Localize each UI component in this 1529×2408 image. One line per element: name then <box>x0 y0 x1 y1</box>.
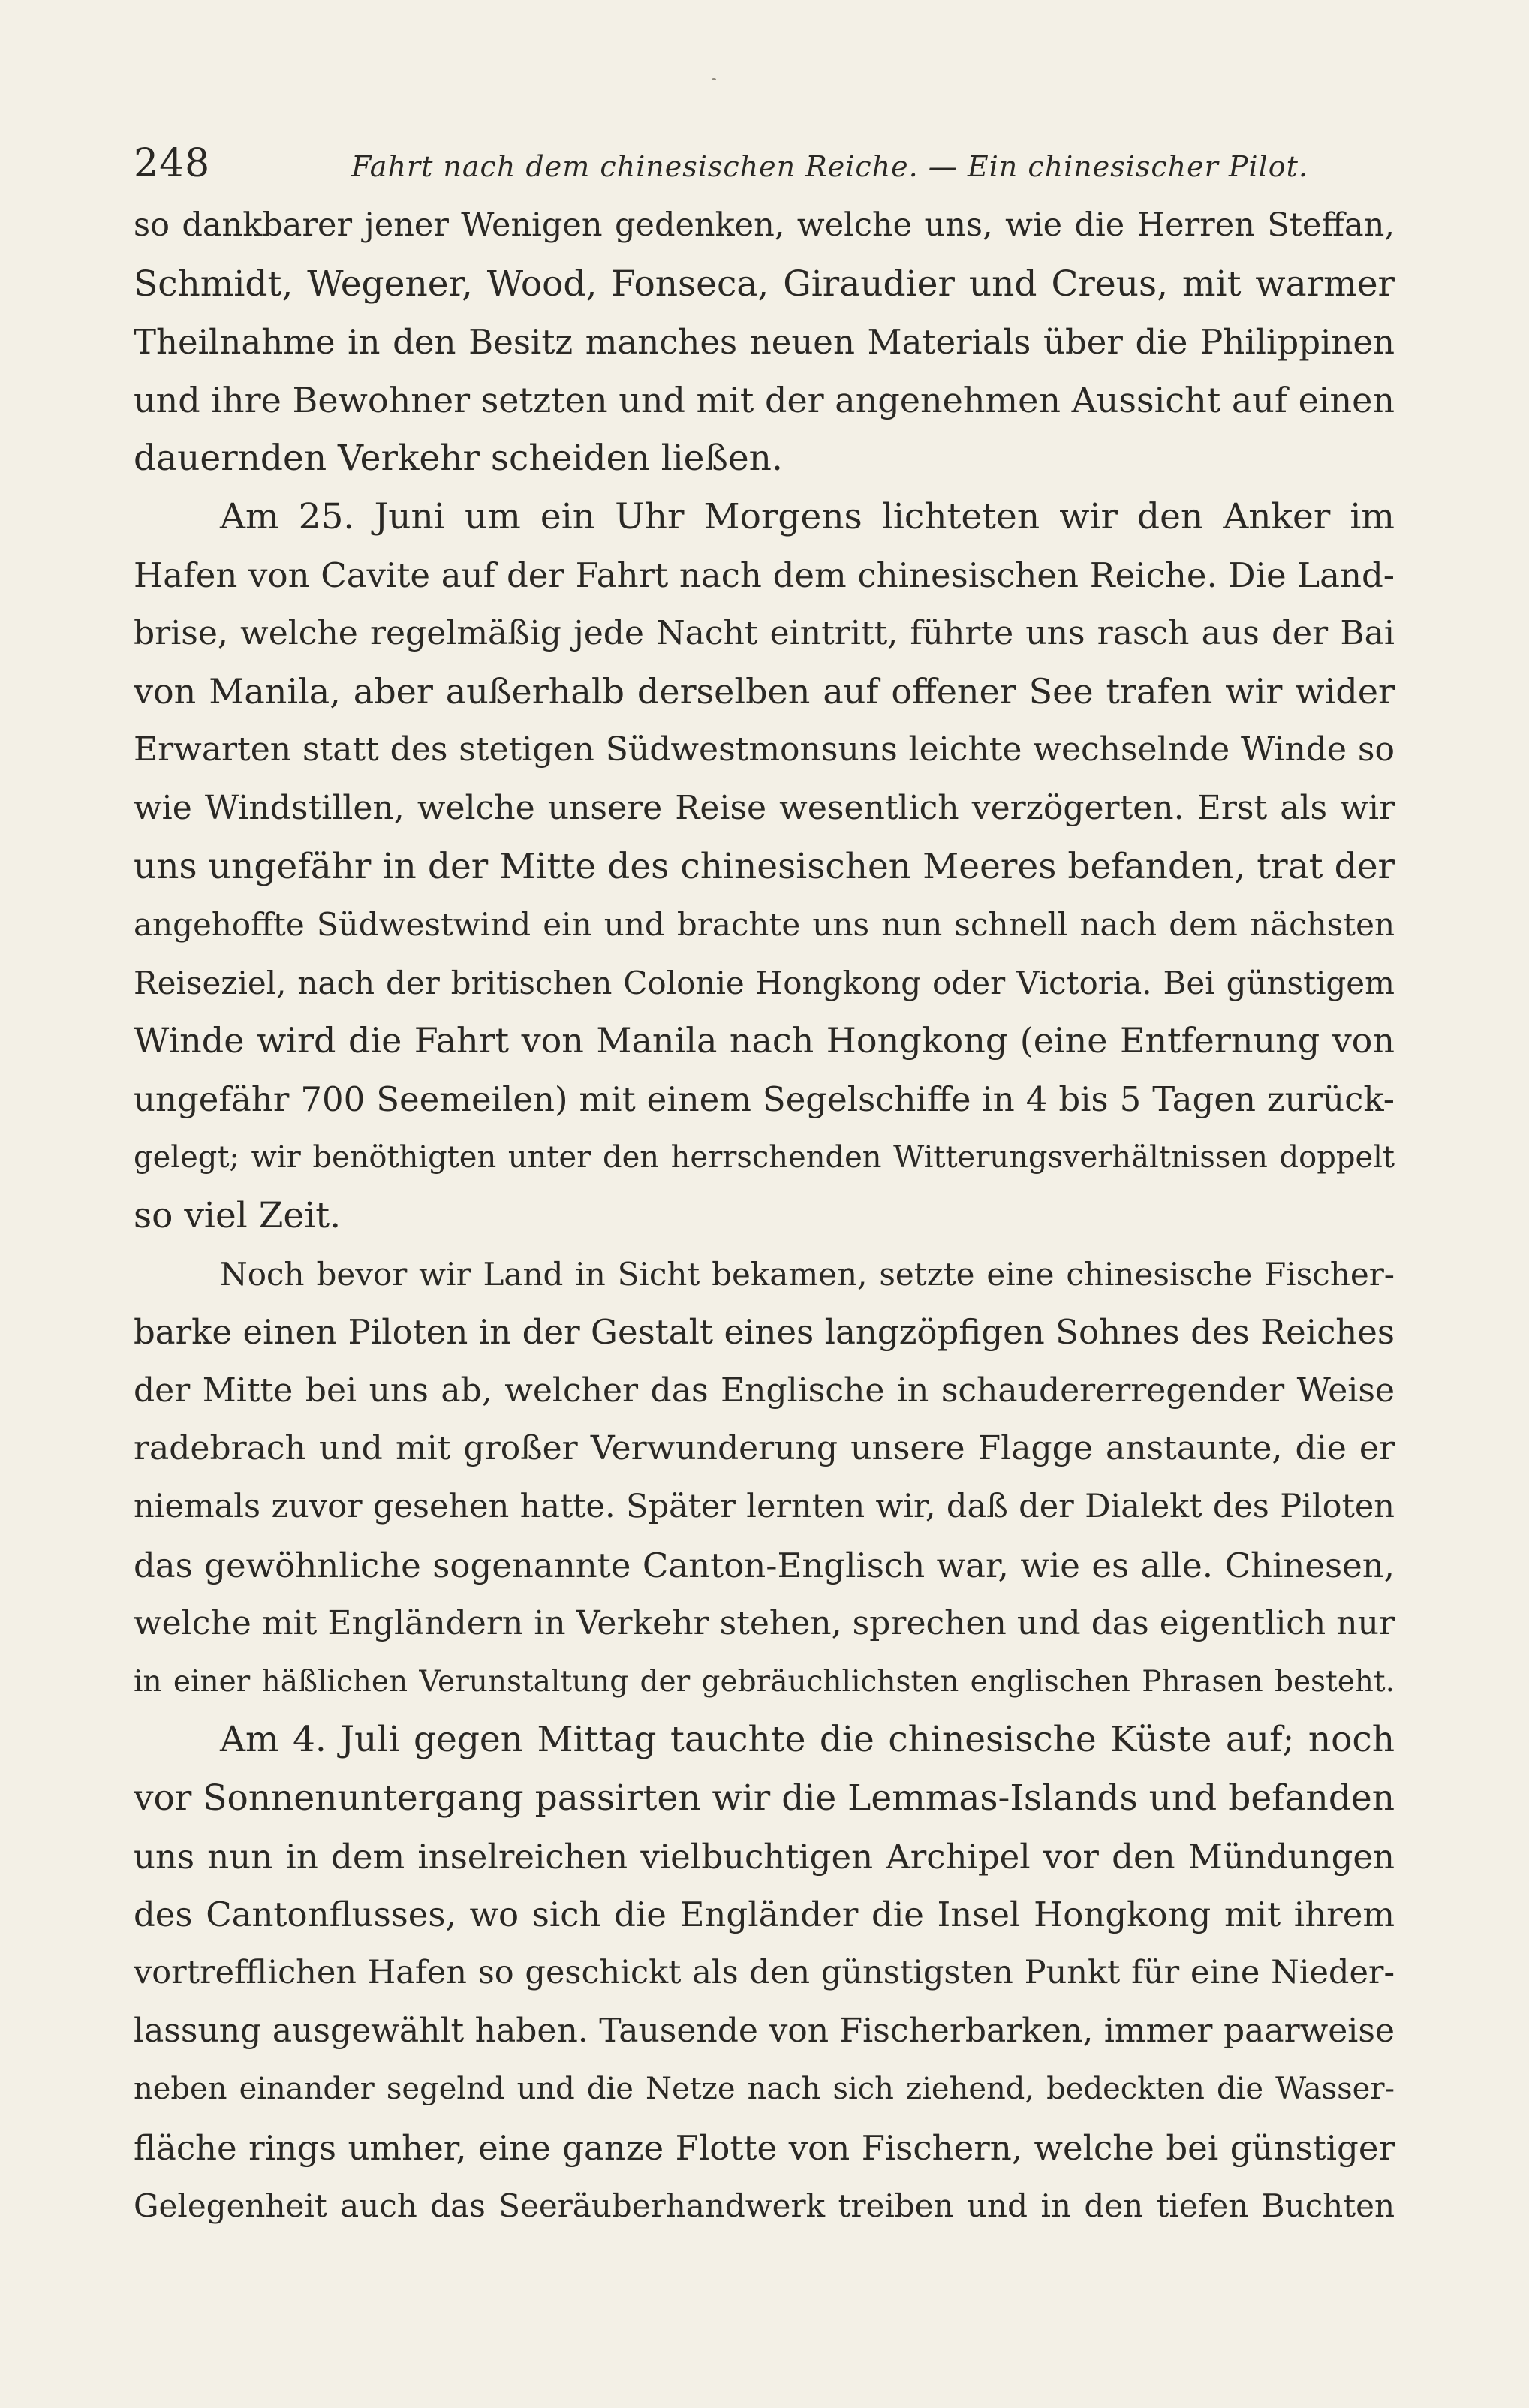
text-line: so dankbarer jener Wenigen gedenken, welche uns, wie die Herren Steffan, <box>134 206 1395 244</box>
ink-speck <box>712 78 716 80</box>
text-line: brise, welche regelmäßig jede Nacht eintritt, führte uns rasch aus der Bai <box>134 614 1395 653</box>
text-line: Schmidt, Wegener, Wood, Fonseca, Giraudier und Creus, mit warmer <box>134 263 1395 305</box>
paragraph <box>134 1711 1395 2235</box>
page-header <box>134 134 1395 194</box>
text-line: Gelegenheit auch das Seeräuberhandwerk treiben und in den tiefen Buchten <box>134 2187 1395 2225</box>
text-line: neben einander segelnd und die Netze nach sich ziehend, bedeckten die Wasser- <box>134 2072 1395 2106</box>
text-line: der Mitte bei uns ab, welcher das Englische in schaudererregender Weise <box>134 1371 1395 1410</box>
text-line: angehoffte Südwestwind ein und brachte uns nun schnell nach dem nächsten <box>134 906 1395 944</box>
text-line: Noch bevor wir Land in Sicht bekamen, setzte eine chinesische Fischer- <box>220 1255 1395 1293</box>
text-line: Reiseziel, nach der britischen Colonie Hongkong oder Victoria. Bei günstigem <box>134 964 1395 1001</box>
text-line: Am 4. Juli gegen Mittag tauchte die chinesische Küste auf; noch <box>220 1719 1395 1761</box>
paragraph <box>134 197 1395 488</box>
text-line: Am 25. Juni um ein Uhr Morgens lichteten wir den Anker im <box>220 495 1395 537</box>
page-number: 248 <box>134 141 211 186</box>
text-line: Theilnahme in den Besitz manches neuen Materials über die Philippinen <box>134 322 1395 363</box>
text-line: dauernden Verkehr scheiden ließen. <box>134 438 783 480</box>
paragraph <box>134 1245 1395 1711</box>
text-line: uns nun in dem inselreichen vielbuchtigen Archipel vor den Mündungen <box>134 1836 1395 1877</box>
text-line: Hafen von Cavite auf der Fahrt nach dem chinesischen Reiche. Die Land- <box>134 555 1395 595</box>
body-text <box>134 197 1395 2235</box>
text-line: radebrach und mit großer Verwunderung unsere Flagge anstaunte, die er <box>134 1429 1395 1468</box>
text-line: von Manila, aber außerhalb derselben auf offener See trafen wir wider <box>134 670 1395 712</box>
text-line: wie Windstillen, welche unsere Reise wesentlich verzögerten. Erst als wir <box>134 788 1395 827</box>
text-line: in einer häßlichen Verunstaltung der gebräuchlichsten englischen Phrasen besteht. <box>134 1664 1395 1699</box>
text-line: gelegt; wir benöthigten unter den herrschenden Witterungsverhältnissen doppelt <box>134 1139 1395 1175</box>
text-line: uns ungefähr in der Mitte des chinesischen Meeres befanden, trat der <box>134 845 1395 887</box>
text-line: des Cantonflusses, wo sich die Engländer die Insel Hongkong mit ihrem <box>134 1895 1395 1935</box>
text-line: das gewöhnliche sogenannte Canton-Englisch war, wie es alle. Chinesen, <box>134 1545 1395 1585</box>
text-line: niemals zuvor gesehen hatte. Später lernten wir, daß der Dialekt des Piloten <box>134 1488 1395 1526</box>
text-line: lassung ausgewählt haben. Tausende von Fischerbarken, immer paarweise <box>134 2012 1395 2051</box>
text-line: vortrefflichen Hafen so geschickt als den günstigsten Punkt für eine Nieder- <box>134 1953 1395 1991</box>
text-line: welche mit Engländern in Verkehr stehen, sprechen und das eigentlich nur <box>134 1604 1395 1643</box>
text-line: Erwarten statt des stetigen Südwestmonsuns leichte wechselnde Winde so <box>134 730 1395 769</box>
text-line: so viel Zeit. <box>134 1195 342 1237</box>
running-head: Fahrt nach dem chinesischen Reiche. — Ein chinesischer Pilot. <box>351 150 1308 183</box>
text-line: ungefähr 700 Seemeilen) mit einem Segelschiffe in 4 bis 5 Tagen zurück- <box>134 1079 1395 1119</box>
text-line: und ihre Bewohner setzten und mit der angenehmen Aussicht auf einen <box>134 379 1395 420</box>
text-line: fläche rings umher, eine ganze Flotte von Fischern, welche bei günstiger <box>134 2127 1395 2168</box>
text-line: vor Sonnenuntergang passirten wir die Lemmas-Islands und befanden <box>134 1777 1395 1820</box>
paragraph <box>134 488 1395 1245</box>
text-line: Winde wird die Fahrt von Manila nach Hongkong (eine Entfernung von <box>134 1020 1395 1061</box>
text-line: barke einen Piloten in der Gestalt eines langzöpfigen Sohnes des Reiches <box>134 1312 1395 1353</box>
